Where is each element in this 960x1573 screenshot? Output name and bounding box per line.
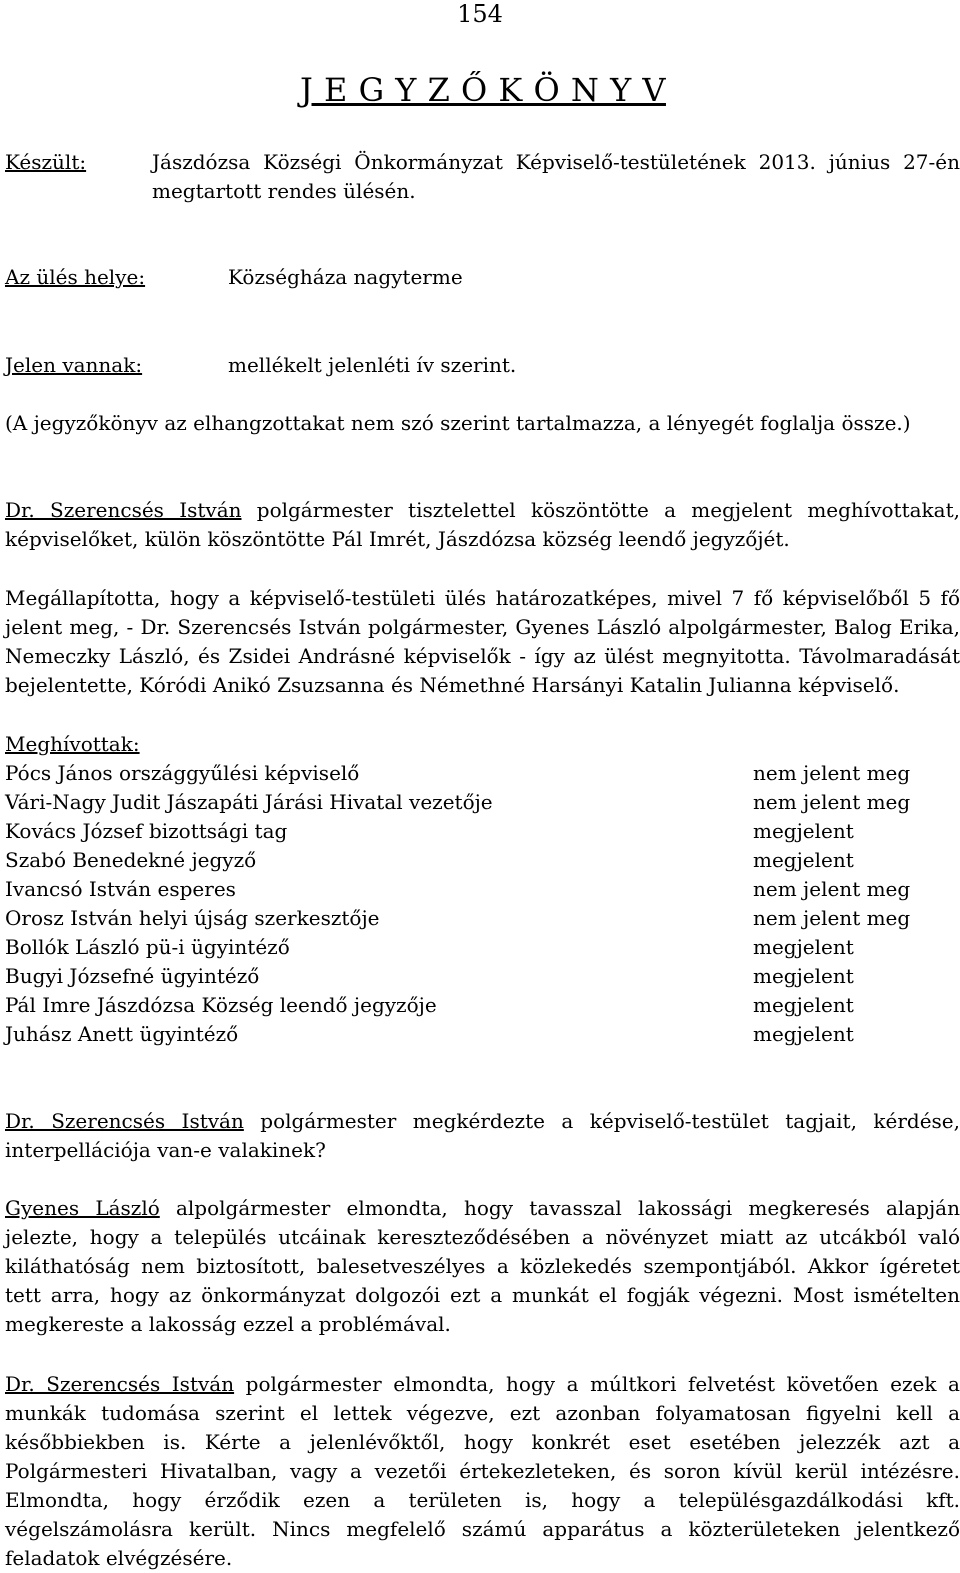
attendees-value: mellékelt jelenléti ív szerint. [228, 353, 517, 377]
invitee-status: megjelent [753, 993, 854, 1017]
paragraph-text: polgármester elmondta, hogy a múltkori felvetést követően ezek a munkák tudomása szerint el lettek végezve, ezt azonban folyamatosan figyelni kell a későbbiekben is. Kérte a jelenlévőktől, hogy konkrét eset esetében jelezzék azt a Polgármesteri Hivatalban, vagy a vezetői értekezleteken, és soron kívül kerül intézésre. Elmondta, hogy érződik ezen a területen is, hogy a településgazdálkodási kft. végelszámolásra került. Nincs megfelelő számú apparátus a közterületeken jelentkező feladatok elvégzésére. [5, 1372, 960, 1570]
invitee-name: Juhász Anett ügyintéző [5, 1022, 239, 1046]
invitee-name: Bugyi Józsefné ügyintéző [5, 964, 260, 988]
paragraph-mayor-reply [5, 1370, 960, 1573]
invitee-status: megjelent [753, 1022, 854, 1046]
paragraph-text: alpolgármester elmondta, hogy tavasszal lakossági megkeresés alapján jelezte, hogy a település utcáinak kereszteződésében a növényzet miatt az utcákból való kiláthatóság nem biztosított, balesetveszélyes a közlekedés szempontjából. Akkor ígéretet tett arra, hogy az önkormányzat dolgozói ezt a munkát el fogják végezni. Most ismételten megkereste a lakosság ezzel a problémával. [5, 1196, 960, 1336]
invitee-name: Pócs János országgyűlési képviselő [5, 761, 360, 785]
keszult-label: Készült: [5, 150, 87, 174]
invitee-status: nem jelent meg [753, 790, 911, 814]
list-item [5, 846, 960, 875]
list-item [5, 991, 960, 1020]
list-item [5, 875, 960, 904]
invitee-status: megjelent [753, 935, 854, 959]
invitee-status: nem jelent meg [753, 906, 911, 930]
list-item [5, 759, 960, 788]
list-item [5, 904, 960, 933]
invitees-heading: Meghívottak: [5, 732, 140, 756]
speaker-name: Dr. Szerencsés István [5, 1109, 244, 1133]
invitee-name: Ivancsó István esperes [5, 877, 236, 901]
invitee-name: Szabó Benedekné jegyző [5, 848, 257, 872]
paragraph-quorum: Megállapította, hogy a képviselő-testületi ülés határozatképes, mivel 7 fő képviselőből 5 fő jelent meg, - Dr. Szerencsés István polgármester, Gyenes László alpolgármester, Balog Erika, Nemeczky László, és Zsidei Andrásné képviselők - így az ülést megnyitotta. Távolmaradását bejelentette, Kóródi Anikó Zsuzsanna és Némethné Harsányi Katalin Julianna képviselő. [5, 586, 960, 697]
list-item [5, 962, 960, 991]
page-number: 154 [457, 0, 503, 28]
paragraph-question [5, 1107, 960, 1165]
invitee-name: Vári-Nagy Judit Jászapáti Járási Hivatal vezetője [5, 790, 493, 814]
document-title: J E G Y Z Ő K Ö N Y V [300, 71, 666, 109]
speaker-name: Dr. Szerencsés István [5, 498, 242, 522]
paragraph-text: polgármester megkérdezte a képviselő-testület tagjait, kérdése, interpellációja van-e valakinek? [5, 1109, 960, 1162]
invitee-name: Bollók László pü-i ügyintéző [5, 935, 290, 959]
paragraph-text: polgármester tisztelettel köszöntötte a megjelent meghívottakat, képviselőket, külön köszöntötte Pál Imrét, Jászdózsa község leendő jegyzőjét. [5, 498, 960, 551]
invitee-status: nem jelent meg [753, 877, 911, 901]
list-item [5, 817, 960, 846]
meeting-place-label: Az ülés helye: [5, 265, 146, 289]
meeting-place-value: Községháza nagyterme [228, 265, 463, 289]
invitee-name: Orosz István helyi újság szerkesztője [5, 906, 380, 930]
invitee-status: megjelent [753, 848, 854, 872]
speaker-name: Gyenes László [5, 1196, 160, 1220]
invitee-status: megjelent [753, 819, 854, 843]
attendees-label: Jelen vannak: [5, 353, 143, 377]
list-item [5, 933, 960, 962]
summary-note: (A jegyzőkönyv az elhangzottakat nem szó szerint tartalmazza, a lényegét foglalja össze.) [5, 411, 911, 435]
keszult-value-line1: Jászdózsa Községi Önkormányzat Képviselő-testületének 2013. június 27-én [152, 150, 960, 174]
paragraph-opening [5, 496, 960, 554]
list-item [5, 1020, 960, 1049]
invitee-status: nem jelent meg [753, 761, 911, 785]
invitee-status: megjelent [753, 964, 854, 988]
invitee-name: Kovács József bizottsági tag [5, 819, 288, 843]
speaker-name: Dr. Szerencsés István [5, 1372, 235, 1396]
list-item [5, 788, 960, 817]
paragraph-vice-mayor [5, 1194, 960, 1339]
invitee-name: Pál Imre Jászdózsa Község leendő jegyzője [5, 993, 437, 1017]
keszult-value-line2: megtartott rendes ülésén. [152, 179, 416, 203]
